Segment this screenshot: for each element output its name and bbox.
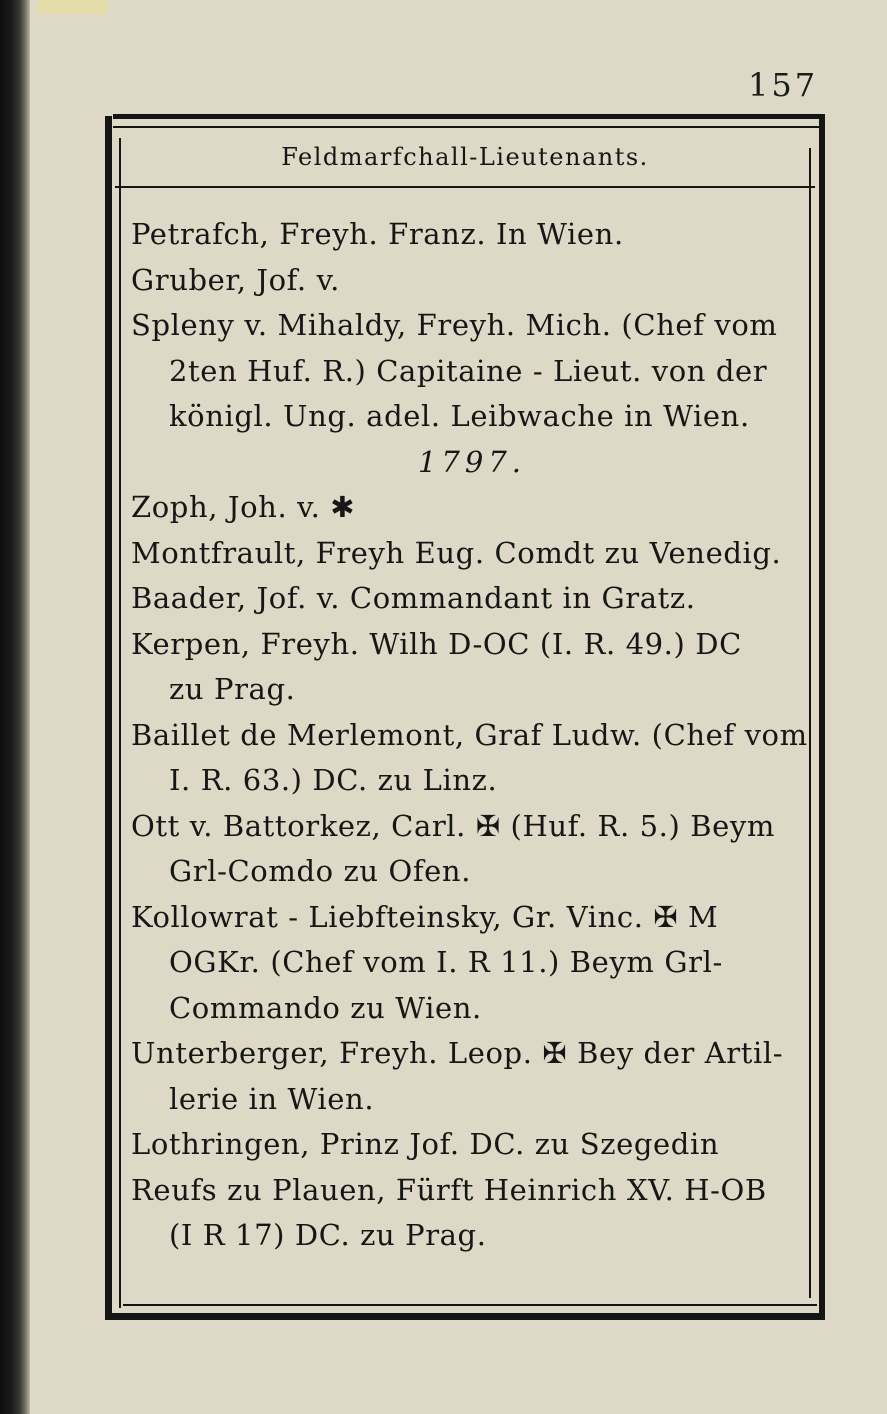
page-border-frame bbox=[105, 108, 825, 1328]
entry-line: Ott v. Battorkez, Carl. ✠ (Huf. R. 5.) Beym bbox=[131, 808, 775, 843]
entry-continuation-line: OGKr. (Chef vom I. R 11.) Beym Grl- bbox=[169, 945, 723, 979]
entry-continuation-line: lerie in Wien. bbox=[169, 1081, 375, 1116]
entry-line: Baader, Jof. v. Commandant in Gratz. bbox=[131, 581, 696, 615]
entry-line: Baillet de Merlemont, Graf Ludw. (Chef vom bbox=[131, 717, 808, 752]
officer-list bbox=[131, 212, 813, 1259]
top-border-rule bbox=[113, 114, 825, 119]
entry-line: Lothringen, Prinz Jof. DC. zu Szegedin bbox=[131, 1127, 720, 1161]
page-corner-tint bbox=[38, 0, 108, 14]
entry-line: Zoph, Joh. v. ✱ bbox=[131, 490, 356, 524]
entry-line: Kerpen, Freyh. Wilh D-OC (I. R. 49.) DC bbox=[131, 626, 742, 661]
entry-continuation-line: Grl-Comdo zu Ofen. bbox=[169, 854, 472, 888]
section-heading: Feldmarfchall-Lieutenants. bbox=[281, 143, 649, 171]
entry-continuation-line: königl. Ung. adel. Leibwache in Wien. bbox=[169, 399, 750, 433]
year-divider: 1797. bbox=[417, 444, 527, 479]
page-number: 157 bbox=[748, 66, 819, 104]
right-border-rule bbox=[819, 116, 825, 1320]
entry-continuation-line: zu Prag. bbox=[169, 672, 296, 706]
entry-line: Reufs zu Plauen, Fürft Heinrich XV. H-OB bbox=[131, 1172, 767, 1207]
bottom-inner-rule bbox=[123, 1304, 817, 1306]
left-inner-rule bbox=[119, 138, 121, 1308]
entry-line: Montfrault, Freyh Eug. Comdt zu Venedig. bbox=[131, 535, 782, 570]
top-inner-rule bbox=[113, 126, 819, 128]
book-spine bbox=[0, 0, 30, 1414]
heading-underline-rule bbox=[115, 186, 815, 188]
entry-continuation-line: (I R 17) DC. zu Prag. bbox=[169, 1218, 487, 1252]
entry-line: Unterberger, Freyh. Leop. ✠ Bey der Artil- bbox=[131, 1036, 784, 1070]
entry-line: Petrafch, Freyh. Franz. In Wien. bbox=[131, 217, 624, 251]
bottom-border-rule bbox=[105, 1313, 825, 1320]
entry-line: Spleny v. Mihaldy, Freyh. Mich. (Chef vom bbox=[131, 308, 778, 342]
entry-continuation-line: Commando zu Wien. bbox=[169, 990, 482, 1025]
left-border-rule bbox=[105, 116, 112, 1320]
entry-line: Kollowrat - Liebfteinsky, Gr. Vinc. ✠ M bbox=[131, 899, 719, 934]
entry-line: Gruber, Jof. v. bbox=[131, 262, 340, 297]
entry-continuation-line: 2ten Huf. R.) Capitaine - Lieut. von der bbox=[169, 353, 768, 388]
entry-continuation-line: I. R. 63.) DC. zu Linz. bbox=[169, 763, 498, 797]
